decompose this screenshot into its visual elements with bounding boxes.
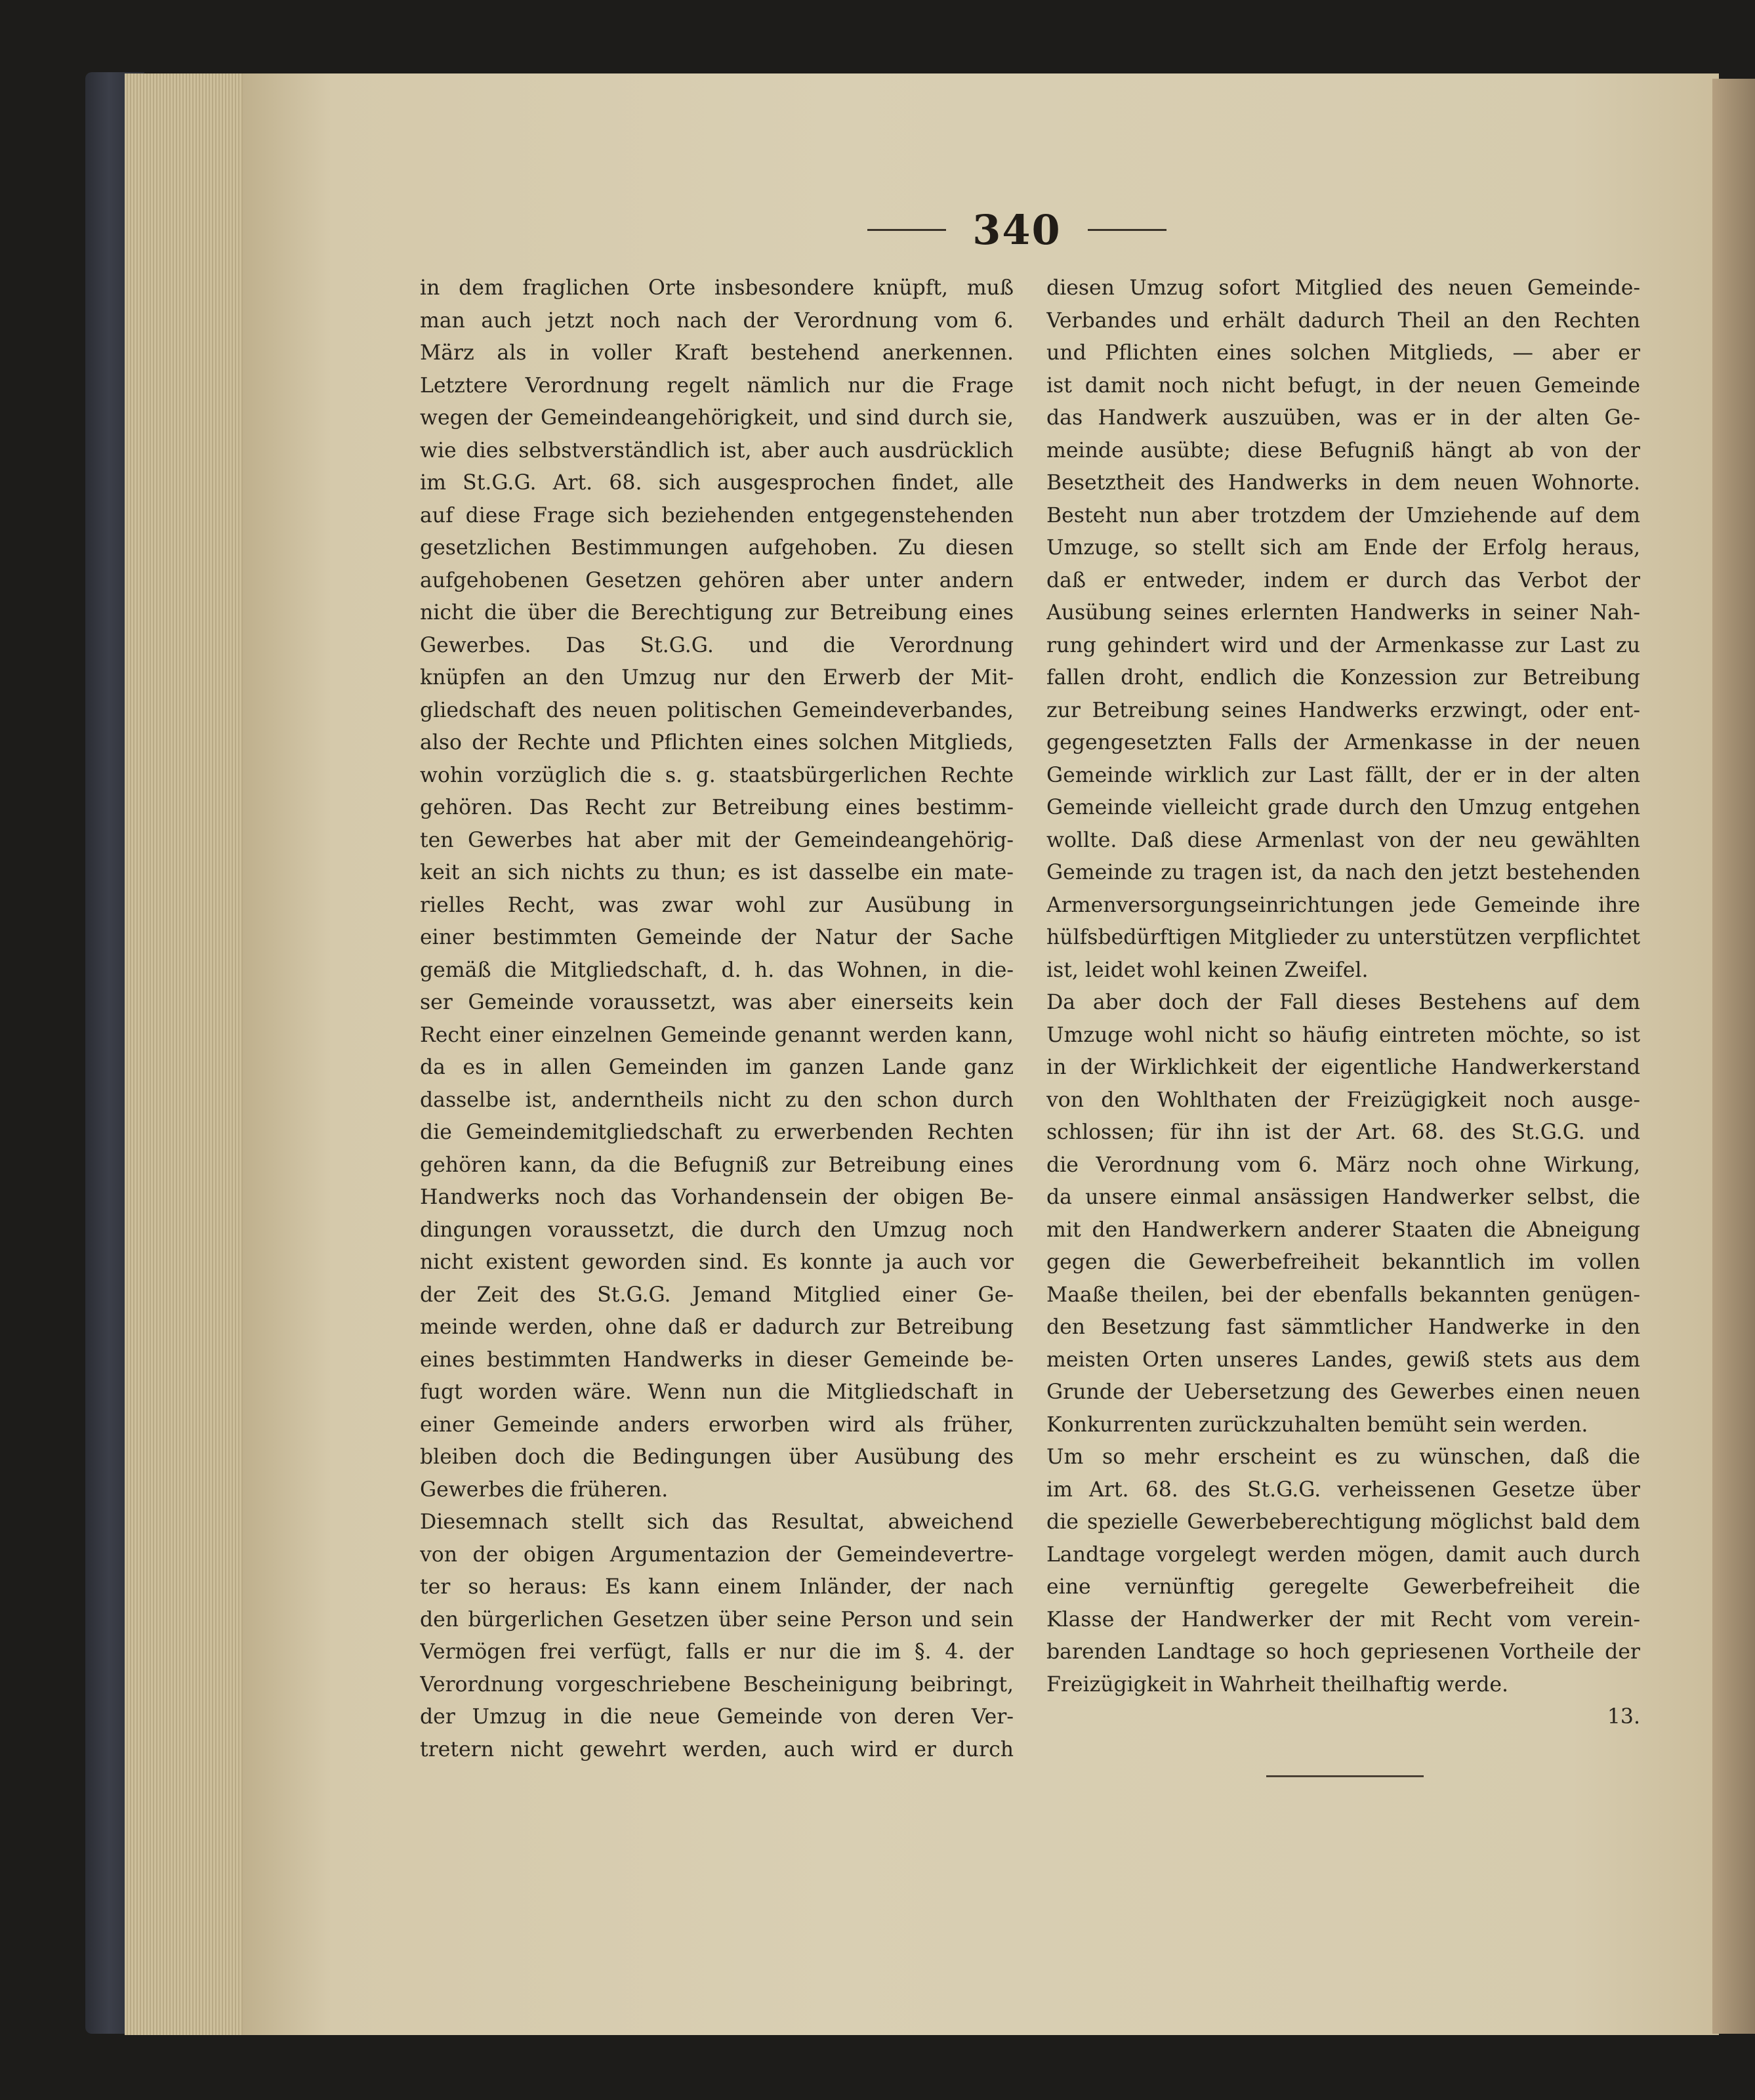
left-column-text-line: gliedschaft des neuen politischen Gemeindeverbandes,: [420, 698, 1014, 722]
right-column-text-line: Umzuge wohl nicht so häufig eintreten möchte, so ist: [1046, 1023, 1640, 1047]
left-column-text-line: Gewerbes. Das St.G.G. und die Verordnung: [420, 633, 1014, 657]
left-column-text-line: knüpfen an den Umzug nur den Erwerb der Mit-: [420, 666, 1014, 690]
right-text-column: [1046, 272, 1640, 1734]
left-column-text-line: dingungen voraussetzt, die durch den Umzug noch: [420, 1218, 1014, 1242]
right-column-text-line: Freizügigkeit in Wahrheit theilhaftig werde.: [1046, 1672, 1509, 1697]
right-column-text-line: wollte. Daß diese Armenlast von der neu gewählten: [1046, 828, 1640, 852]
left-column-text-line: aufgehobenen Gesetzen gehören aber unter andern: [420, 568, 1014, 592]
right-column-text-line: Umzuge, so stellt sich am Ende der Erfolg heraus,: [1046, 536, 1640, 560]
right-column-text-line: Landtage vorgelegt werden mögen, damit auch durch: [1046, 1542, 1640, 1567]
right-column-text-line: Um so mehr erscheint es zu wünschen, daß die: [1046, 1445, 1640, 1469]
left-column-text-line: gesetzlichen Bestimmungen aufgehoben. Zu diesen: [420, 536, 1014, 560]
right-column-text-line: Klasse der Handwerker der mit Recht vom verein-: [1046, 1607, 1640, 1632]
left-column-text-line: bleiben doch die Bedingungen über Ausübung des: [420, 1445, 1014, 1469]
right-column-text-line: ist damit noch nicht befugt, in der neuen Gemeinde: [1046, 373, 1640, 398]
right-column-text-line: meinde ausübte; diese Befugniß hängt ab von der: [1046, 438, 1640, 463]
right-column-text-line: den Besetzung fast sämmtlicher Handwerke in den: [1046, 1315, 1640, 1339]
right-column-text-line: meisten Orten unseres Landes, gewiß stets aus dem: [1046, 1348, 1640, 1372]
right-column-text-line: 13.: [1607, 1705, 1640, 1729]
page-header: [833, 207, 1201, 253]
left-column-text-line: einer Gemeinde anders erworben wird als früher,: [420, 1412, 1014, 1437]
left-column-text-line: die Gemeindemitgliedschaft zu erwerbenden Rechten: [420, 1121, 1014, 1144]
header-rule-right: [1088, 229, 1167, 231]
left-column-text-line: ten Gewerbes hat aber mit der Gemeindeangehörig-: [420, 828, 1014, 852]
closing-rule: [1266, 1775, 1424, 1777]
left-column-text-line: man auch jetzt noch nach der Verordnung vom 6.: [420, 308, 1014, 333]
left-column-text-line: nicht die über die Berechtigung zur Betreibung eines: [420, 601, 1014, 625]
right-column-text-line: im Art. 68. des St.G.G. verheissenen Gesetze über: [1046, 1477, 1640, 1502]
right-column-text-line: gegengesetzten Falls der Armenkasse in der neuen: [1046, 731, 1640, 754]
left-column-text-line: tretern nicht gewehrt werden, auch wird er durch: [420, 1737, 1014, 1761]
right-column-text-line: Besteht nun aber trotzdem der Umziehende auf dem: [1046, 503, 1640, 527]
left-column-text-line: gehören. Das Recht zur Betreibung eines bestimm-: [420, 796, 1014, 819]
right-column-text-line: Maaße theilen, bei der ebenfalls bekannten genügen-: [1046, 1283, 1640, 1307]
right-column-text-line: Konkurrenten zurückzuhalten bemüht sein werden.: [1046, 1412, 1588, 1437]
right-column-text-line: Verbandes und erhält dadurch Theil an den Rechten: [1046, 308, 1640, 333]
left-column-text-line: Letztere Verordnung regelt nämlich nur die Frage: [420, 373, 1014, 398]
left-column-text-line: im St.G.G. Art. 68. sich ausgesprochen findet, alle: [420, 471, 1014, 495]
page-number: 340: [972, 205, 1062, 254]
right-column-text-line: und Pflichten eines solchen Mitglieds, — aber er: [1046, 341, 1640, 365]
left-column-text-line: meinde werden, ohne daß er dadurch zur Betreibung: [420, 1315, 1014, 1339]
right-column-text-line: daß er entweder, indem er durch das Verbot der: [1046, 568, 1640, 592]
right-column-text-line: Besetztheit des Handwerks in dem neuen Wohnorte.: [1046, 471, 1640, 495]
left-column-text-line: Verordnung vorgeschriebene Bescheinigung beibringt,: [420, 1672, 1014, 1697]
left-column-text-line: den bürgerlichen Gesetzen über seine Person und sein: [420, 1607, 1014, 1632]
facing-page-edge: [1712, 79, 1755, 2034]
left-column-text-line: Gewerbes die früheren.: [420, 1477, 669, 1502]
left-column-text-line: also der Rechte und Pflichten eines solchen Mitglieds,: [420, 731, 1014, 754]
left-column-text-line: gemäß die Mitgliedschaft, d. h. das Wohnen, in die-: [420, 958, 1014, 982]
left-column-text-line: dasselbe ist, anderntheils nicht zu den schon durch: [420, 1088, 1014, 1112]
right-column-text-line: das Handwerk auszuüben, was er in der alten Ge-: [1046, 406, 1640, 430]
left-column-text-line: wegen der Gemeindeangehörigkeit, und sind durch sie,: [420, 406, 1014, 430]
left-column-text-line: ter so heraus: Es kann einem Inländer, der nach: [420, 1575, 1014, 1599]
right-column-text-line: schlossen; für ihn ist der Art. 68. des St.G.G. und: [1046, 1121, 1640, 1144]
left-column-text-line: Vermögen frei verfügt, falls er nur die im §. 4. der: [420, 1640, 1014, 1664]
left-column-text-line: März als in voller Kraft bestehend anerkennen.: [420, 341, 1014, 365]
right-column-text-line: eine vernünftig geregelte Gewerbefreiheit die: [1046, 1575, 1640, 1599]
left-column-text-line: Handwerks noch das Vorhandensein der obigen Be-: [420, 1185, 1014, 1209]
left-column-text-line: wohin vorzüglich die s. g. staatsbürgerlichen Rechte: [420, 763, 1014, 787]
left-text-column: [420, 272, 1014, 1766]
left-column-text-line: einer bestimmten Gemeinde der Natur der Sache: [420, 926, 1014, 949]
right-column-text-line: Gemeinde zu tragen ist, da nach den jetzt bestehenden: [1046, 861, 1640, 884]
right-column-text-line: Da aber doch der Fall dieses Bestehens auf dem: [1046, 991, 1640, 1014]
left-column-text-line: rielles Recht, was zwar wohl zur Ausübung in: [420, 893, 1014, 917]
right-column-text-line: da unsere einmal ansässigen Handwerker selbst, die: [1046, 1185, 1640, 1209]
right-column-text-line: Ausübung seines erlernten Handwerks in seiner Nah-: [1046, 601, 1640, 625]
right-column-text-line: Gemeinde vielleicht grade durch den Umzug entgehen: [1046, 796, 1640, 819]
left-column-text-line: nicht existent geworden sind. Es konnte ja auch vor: [420, 1250, 1014, 1274]
left-column-text-line: auf diese Frage sich beziehenden entgegenstehenden: [420, 503, 1014, 527]
page-edges: [125, 73, 256, 2035]
right-column-text-line: in der Wirklichkeit der eigentliche Handwerkerstand: [1046, 1056, 1640, 1079]
left-column-text-line: eines bestimmten Handwerks in dieser Gemeinde be-: [420, 1348, 1014, 1372]
right-column-text-line: Grunde der Uebersetzung des Gewerbes einen neuen: [1046, 1380, 1640, 1404]
right-column-text-line: zur Betreibung seines Handwerks erzwingt, oder ent-: [1046, 698, 1640, 722]
right-column-text-line: diesen Umzug sofort Mitglied des neuen Gemeinde-: [1046, 276, 1640, 300]
right-column-text-line: fallen droht, endlich die Konzession zur Betreibung: [1046, 666, 1640, 690]
left-column-text-line: fugt worden wäre. Wenn nun die Mitgliedschaft in: [420, 1380, 1014, 1404]
right-column-text-line: hülfsbedürftigen Mitglieder zu unterstützen verpflichtet: [1046, 926, 1640, 949]
right-column-text-line: gegen die Gewerbefreiheit bekanntlich im vollen: [1046, 1250, 1640, 1274]
left-column-text-line: ser Gemeinde voraussetzt, was aber einerseits kein: [420, 991, 1014, 1014]
left-column-text-line: gehören kann, da die Befugniß zur Betreibung eines: [420, 1153, 1014, 1177]
left-column-text-line: der Zeit des St.G.G. Jemand Mitglied einer Ge-: [420, 1283, 1014, 1307]
right-column-text-line: barenden Landtage so hoch gepriesenen Vortheile der: [1046, 1640, 1640, 1664]
left-column-text-line: keit an sich nichts zu thun; es ist dasselbe ein mate-: [420, 861, 1014, 884]
header-rule-left: [867, 229, 946, 231]
left-column-text-line: Recht einer einzelnen Gemeinde genannt werden kann,: [420, 1023, 1014, 1047]
left-column-text-line: der Umzug in die neue Gemeinde von deren Ver-: [420, 1705, 1014, 1729]
left-column-text-line: wie dies selbstverständlich ist, aber auch ausdrücklich: [420, 438, 1014, 463]
right-column-text-line: die Verordnung vom 6. März noch ohne Wirkung,: [1046, 1153, 1640, 1177]
right-column-text-line: die spezielle Gewerbeberechtigung möglichst bald dem: [1046, 1510, 1640, 1534]
right-column-text-line: von den Wohlthaten der Freizügigkeit noch ausge-: [1046, 1088, 1640, 1112]
right-column-text-line: ist, leidet wohl keinen Zweifel.: [1046, 958, 1369, 982]
left-column-text-line: da es in allen Gemeinden im ganzen Lande ganz: [420, 1056, 1014, 1079]
right-column-text-line: mit den Handwerkern anderer Staaten die Abneigung: [1046, 1218, 1640, 1242]
left-column-text-line: Diesemnach stellt sich das Resultat, abweichend: [420, 1510, 1014, 1534]
right-column-text-line: Armenversorgungseinrichtungen jede Gemeinde ihre: [1046, 893, 1640, 917]
right-column-text-line: Gemeinde wirklich zur Last fällt, der er in der alten: [1046, 763, 1640, 787]
left-column-text-line: von der obigen Argumentazion der Gemeindevertre-: [420, 1542, 1014, 1567]
left-column-text-line: in dem fraglichen Orte insbesondere knüpft, muß: [420, 276, 1014, 300]
right-column-text-line: rung gehindert wird und der Armenkasse zur Last zu: [1046, 633, 1640, 657]
